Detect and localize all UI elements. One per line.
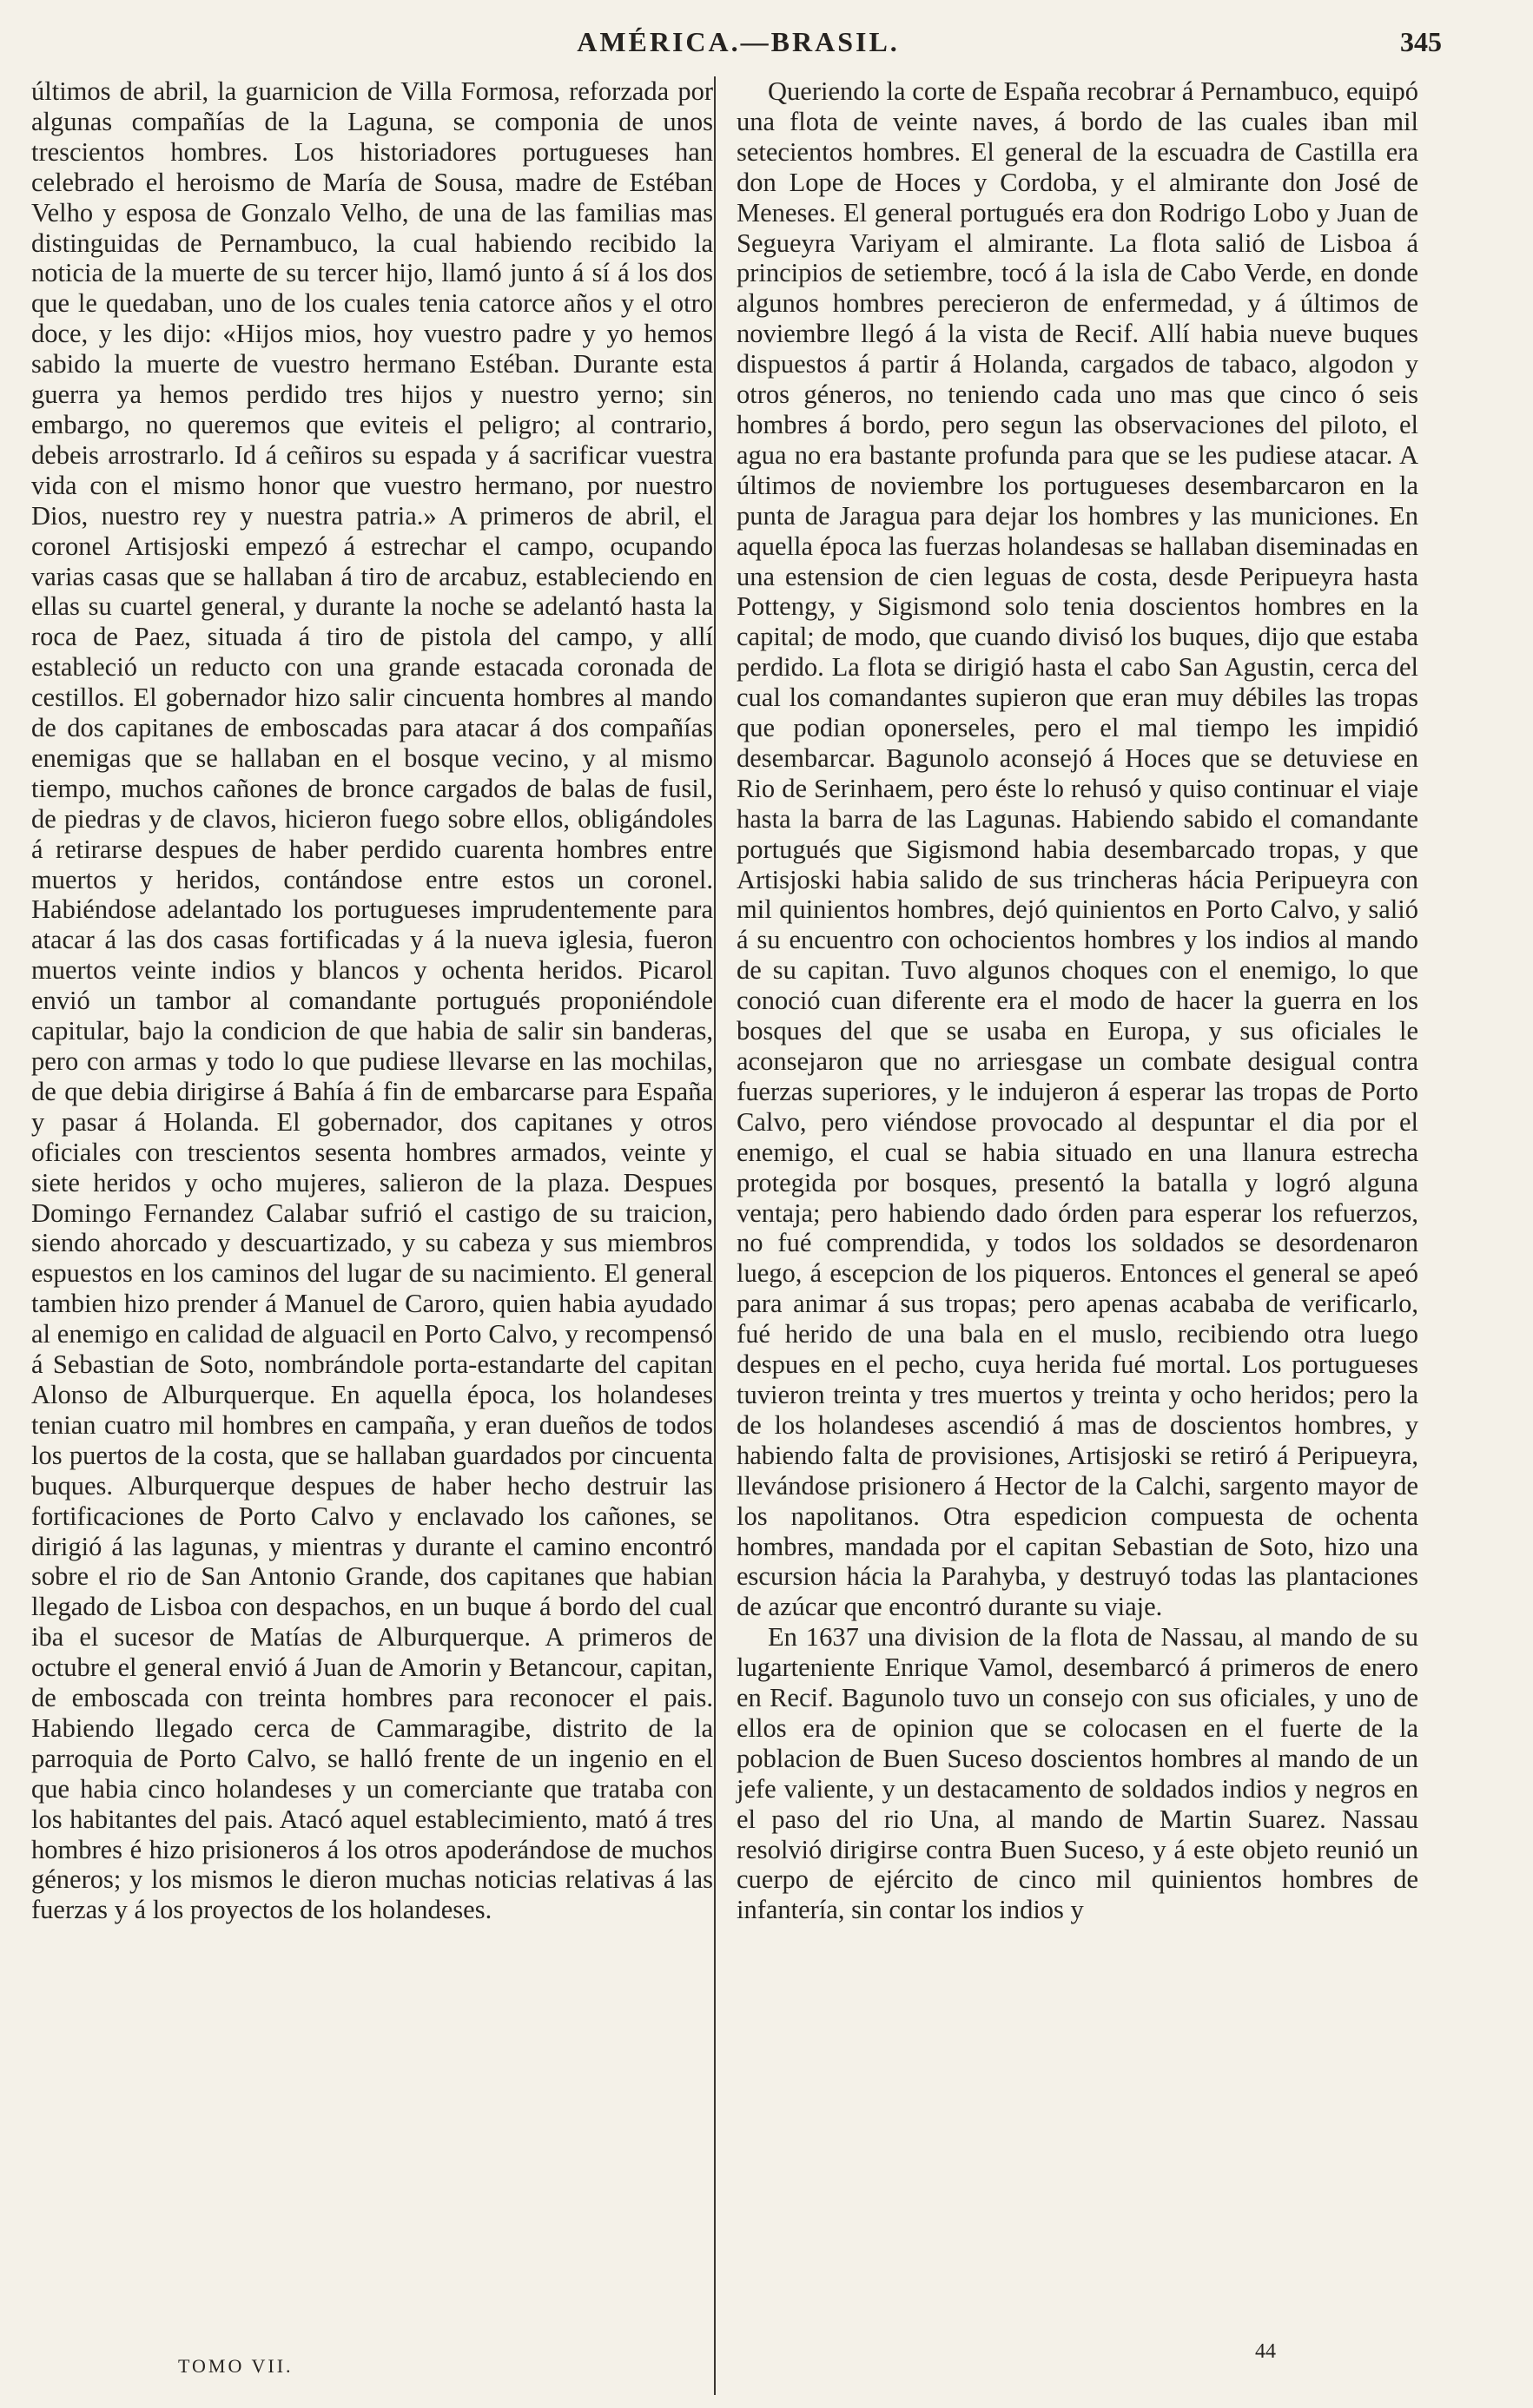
running-title: AMÉRICA.—BRASIL. xyxy=(577,26,900,57)
volume-label: TOMO VII. xyxy=(178,2355,294,2377)
page-number: 345 xyxy=(1400,26,1442,57)
column-divider xyxy=(714,76,716,2395)
left-column xyxy=(31,76,713,1925)
paragraph: Queriendo la corte de España recobrar á Pernambuco, equipó una flota de veinte naves, á bordo de las cuales iban mil setecientos hombres. El general de la escuadra de Castilla era don Lope de Hoces y Cordoba, y el almirante don José de Meneses. El general portugués era don Rodrigo Lobo y Juan de Segueyra Variyam el almirante. La flota salió de Lisboa á principios de setiembre, tocó á la isla de Cabo Verde, en donde algunos hombres perecieron de enfermedad, y á últimos de noviembre llegó á la vista de Recif. Allí habia nueve buques dispuestos á partir á Holanda, cargados de tabaco, algodon y otros géneros, no teniendo cada uno mas que cinco ó seis hombres á bordo, pero segun las observaciones del piloto, el agua no era bastante profunda para que se les pudiese atacar. A últimos de noviembre los portugueses desembarcaron en la punta de Jaragua para dejar los hombres y las municiones. En aquella época las fuerzas holandesas se hallaban diseminadas en una estension de cien leguas de costa, desde Peripueyra hasta Pottengy, y Sigismond solo tenia doscientos hombres en la capital; de modo, que cuando divisó los buques, dijo que estaba perdido. La flota se dirigió hasta el cabo San Agustin, cerca del cual los comandantes supieron que eran muy débiles las tropas que podian oponerseles, pero el mal tiempo les impidió desembarcar. Bagunolo aconsejó á Hoces que se detuviese en Rio de Serinhaem, pero éste lo rehusó y quiso continuar el viaje hasta la barra de las Lagunas. Habiendo sabido el comandante portugués que Sigismond habia desembarcado tropas, y que Artisjoski habia salido de sus trincheras hácia Peripueyra con mil quinientos hombres, dejó quinientos en Porto Calvo, y salió á su encuentro con ochocientos hombres y los indios al mando de su capitan. Tuvo algunos choques con el enemigo, lo que conoció cuan diferente era el modo de hacer la guerra en los bosques del que se usaba en Europa, y sus oficiales le aconsejaron que no arriesgase un combate desigual contra fuerzas superiores, y le indujeron á esperar las tropas de Porto Calvo, pero viéndose provocado al despuntar el dia por el enemigo, el cual se habia situado en una llanura estrecha protegida por bosques, presentó la batalla y logró alguna ventaja; pero habiendo dado órden para esperar los refuerzos, no fué comprendida, y todos los soldados se desordenaron luego, á escepcion de los piqueros. Entonces el general se apeó para animar á sus tropas; pero apenas acababa de verificarlo, fué herido de una bala en el muslo, recibiendo otra luego despues en el pecho, cuya herida fué mortal. Los portugueses tuvieron treinta y tres muertos y treinta y ocho heridos; pero la de los holandeses ascendió á mas de doscientos hombres, y habiendo falta de provisiones, Artisjoski se retiró á Peripueyra, llevándose prisionero á Hector de la Calchi, sargento mayor de los napolitanos. Otra espedicion compuesta de ochenta hombres, mandada por el capitan Sebastian de Soto, hizo una escursion hácia la Parahyba, y destruyó todas las plantaciones de azúcar que encontró durante su viaje. xyxy=(737,76,1418,1622)
paragraph: últimos de abril, la guarnicion de Villa Formosa, reforzada por algunas compañías de la Laguna, se componia de unos trescientos hombres. Los historiadores portugueses han celebrado el heroismo de María de Sousa, madre de Estéban Velho y esposa de Gonzalo Velho, de una de las familias mas distinguidas de Pernambuco, la cual habiendo recibido la noticia de la muerte de su tercer hijo, llamó junto á sí á los dos que le quedaban, uno de los cuales tenia catorce años y el otro doce, y les dijo: «Hijos mios, hoy vuestro padre y yo hemos sabido la muerte de vuestro hermano Estéban. Durante esta guerra ya hemos perdido tres hijos y nuestro yerno; sin embargo, no queremos que eviteis el peligro; al contrario, debeis arrostrarlo. Id á ceñiros su espada y á sacrificar vuestra vida con el mismo honor que vuestro hermano, por nuestro Dios, nuestro rey y nuestra patria.» A primeros de abril, el coronel Artisjoski empezó á estrechar el campo, ocupando varias casas que se hallaban á tiro de arcabuz, estableciendo en ellas su cuartel general, y durante la noche se adelantó hasta la roca de Paez, situada á tiro de pistola del campo, y allí estableció un reducto con una grande estacada coronada de cestillos. El gobernador hizo salir cincuenta hombres al mando de dos capitanes de emboscadas para atacar á dos compañías enemigas que se hallaban en el bosque vecino, y al mismo tiempo, muchos cañones de bronce cargados de balas de fusil, de piedras y de clavos, hicieron fuego sobre ellos, obligándoles á retirarse despues de haber perdido cuarenta hombres entre muertos y heridos, contándose entre estos un coronel. Habiéndose adelantado los portugueses imprudentemente para atacar á las dos casas fortificadas y á la nueva iglesia, fueron muertos veinte indios y blancos y ochenta heridos. Picarol envió un tambor al comandante portugués proponiéndole capitular, bajo la condicion de que habia de salir sin banderas, pero con armas y todo lo que pudiese llevarse en las mochilas, de que debia dirigirse á Bahía á fin de embarcarse para España y pasar á Holanda. El gobernador, dos capitanes y otros oficiales con trescientos sesenta hombres armados, veinte y siete heridos y ocho mujeres, salieron de la plaza. Despues Domingo Fernandez Calabar sufrió el castigo de su traicion, siendo ahorcado y descuartizado, y su cabeza y sus miembros espuestos en los caminos del lugar de su nacimiento. El general tambien hizo prender á Manuel de Caroro, quien habia ayudado al enemigo en calidad de alguacil en Porto Calvo, y recompensó á Sebastian de Soto, nombrándole porta-estandarte del capitan Alonso de Alburquerque. En aquella época, los holandeses tenian cuatro mil hombres en campaña, y eran dueños de todos los puertos de la costa, que se hallaban guardados por cincuenta buques. Alburquerque despues de haber hecho destruir las fortificaciones de Porto Calvo y enclavado los cañones, se dirigió á las lagunas, y mientras y durante el camino encontró sobre el rio de San Antonio Grande, dos capitanes que habian llegado de Lisboa con despachos, en un buque á bordo del cual iba el sucesor de Matías de Alburquerque. A primeros de octubre el general envió á Juan de Amorin y Betancour, capitan, de emboscada con treinta hombres para reconocer el pais. Habiendo llegado cerca de Cammaragibe, distrito de la parroquia de Porto Calvo, se halló frente de un ingenio en el que habia cinco holandeses y un comerciante que trataba con los habitantes del pais. Atacó aquel establecimiento, mató á tres hombres é hizo prisioneros á los otros apoderándose de muchos géneros; y los mismos le dieron muchas noticias relativas á las fuerzas y á los proyectos de los holandeses. xyxy=(31,76,713,1925)
right-column xyxy=(737,76,1418,1925)
paragraph: En 1637 una division de la flota de Nassau, al mando de su lugarteniente Enrique Vamol, desembarcó á primeros de enero en Recif. Bagunolo tuvo un consejo con sus oficiales, y uno de ellos era de opinion que se colocasen en el fuerte de la poblacion de Buen Suceso doscientos hombres al mando de un jefe valiente, y un destacamento de soldados indios y negros en el paso del rio Una, al mando de Martin Suarez. Nassau resolvió dirigirse contra Buen Suceso, y á este objeto reunió un cuerpo de ejército de cinco mil quinientos hombres de infantería, sin contar los indios y xyxy=(737,1622,1418,1925)
signature-mark: 44 xyxy=(1255,2340,1276,2363)
page-header xyxy=(35,26,1442,78)
